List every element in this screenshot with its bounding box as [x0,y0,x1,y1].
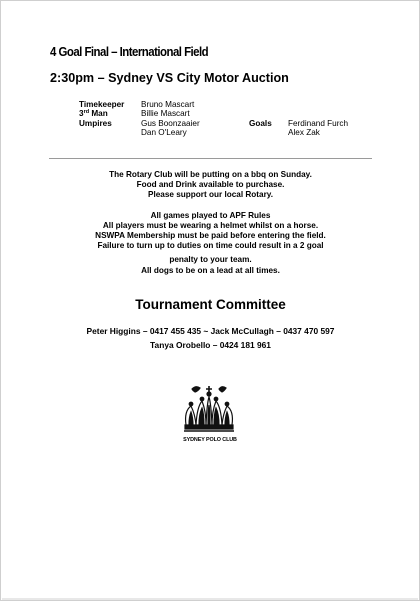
notice-line: Food and Drink available to purchase. [136,180,285,189]
notice-line: Please support our local Rotary. [148,190,273,199]
third-man-number: 3 [79,109,84,119]
committee-title: Tournament Committee [135,297,286,312]
rule-line: NSWPA Membership must be paid before entering the field. [95,231,326,240]
club-name: SYDNEY POLO CLUB [183,437,237,443]
third-man-word: Man [89,109,108,119]
committee-contacts [49,324,372,352]
third-man-name: Billie Mascart [141,109,190,119]
goal-judge-name: Alex Zak [288,128,320,138]
divider [49,158,372,159]
rule-line: Failure to turn up to duties on time could result in a 2 goal [97,241,324,250]
match-title: 2:30pm – Sydney VS City Motor Auction [50,71,289,85]
rule-line: penalty to your team. [169,255,252,264]
umpire-name: Dan O'Leary [141,128,187,138]
umpires-row-2 [79,128,348,137]
rule-line: All players must be wearing a helmet whilst on a horse. [102,221,319,230]
third-man-label [79,109,141,118]
contact-line: Peter Higgins – 0417 455 435 ~ Jack McCullagh – 0437 470 597 [86,326,335,336]
contact-line: Tanya Orobello – 0424 181 961 [150,340,271,350]
timekeeper-row [79,100,348,109]
rule-line: All games played to APF Rules [150,211,271,220]
rules-list [49,211,372,276]
goal-judge-name: Ferdinand Furch [288,118,349,128]
rotary-notice [49,170,372,200]
timekeeper-label: Timekeeper [79,100,125,109]
event-heading: 4 Goal Final – International Field [50,44,209,59]
third-man-row [79,109,348,118]
rule-line: All dogs to be on a lead at all times. [141,266,280,275]
third-man-ordinal: rd [83,109,90,116]
umpires-label: Umpires [79,118,112,128]
page-edge [2,598,418,600]
officials-table [79,100,348,138]
goals-label: Goals [249,118,272,128]
umpire-name: Gus Boonzaaier [141,118,200,128]
notice-line: The Rotary Club will be putting on a bbq on Sunday. [109,170,312,179]
timekeeper-name: Bruno Mascart [141,100,195,109]
umpires-row [79,119,348,128]
